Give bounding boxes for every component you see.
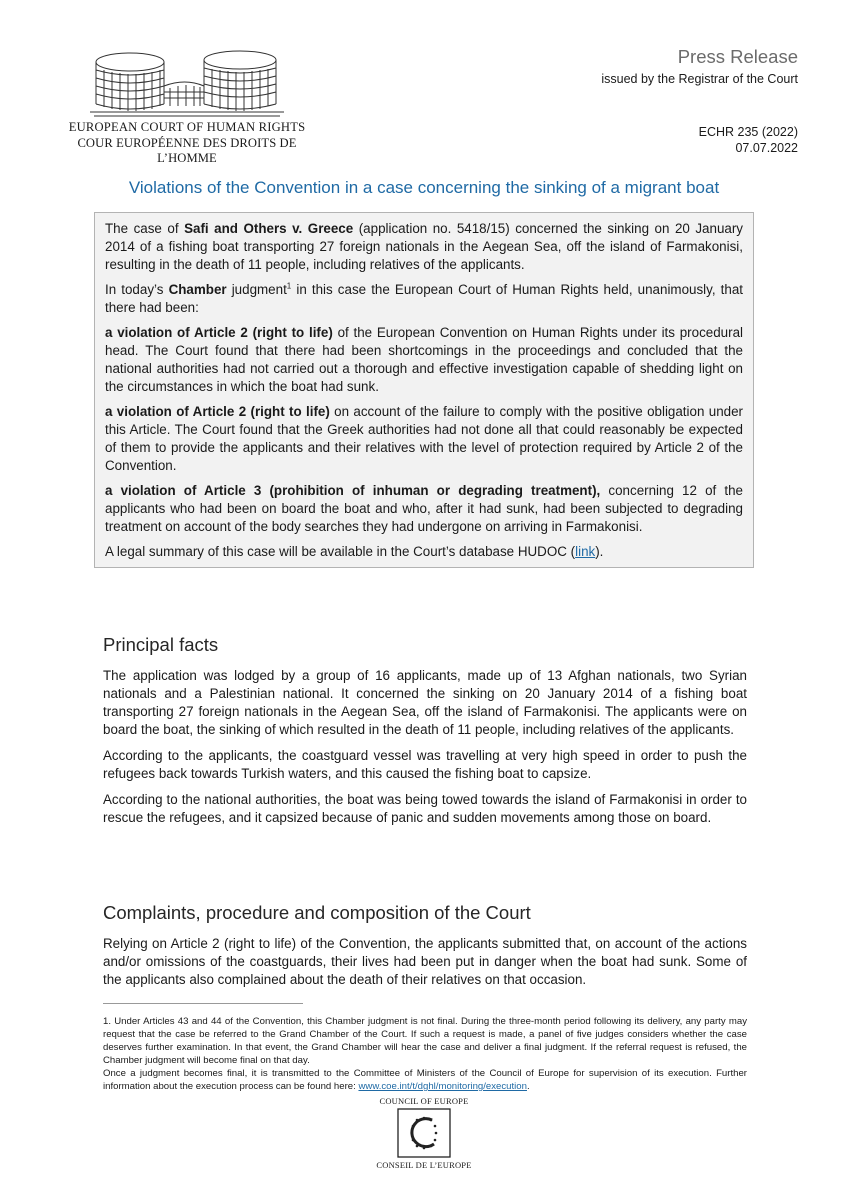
coe-name-en: COUNCIL OF EUROPE — [379, 1096, 469, 1106]
text-run: A legal summary of this case will be available in the Court’s database HUDOC ( — [105, 544, 576, 559]
court-name-fr: COUR EUROPÉENNE DES DROITS DE L’HOMME — [77, 136, 297, 165]
text-run: in this case the European Court of Human Rights held, unanimously, that there had been: — [105, 282, 743, 315]
page-title: Violations of the Convention in a case concerning the sinking of a migrant boat — [128, 178, 720, 197]
summary-paragraph — [105, 403, 743, 475]
footnote-marker: 1 — [286, 281, 292, 291]
section-heading-complaints: Complaints, procedure and composition of the Court — [103, 902, 531, 923]
court-name-en: EUROPEAN COURT OF HUMAN RIGHTS — [68, 120, 306, 134]
council-of-europe-logo — [360, 1096, 488, 1170]
reference-number: ECHR 235 (2022) — [698, 125, 798, 139]
press-release-title: Press Release — [677, 46, 798, 67]
release-date: 07.07.2022 — [735, 141, 798, 155]
text-run: In today’s — [105, 282, 169, 297]
text-run: (application no. 5418/15) concerned the sinking on 20 January 2014 of a fishing boat transporting 27 foreign nationals in the Aegean Sea, off the island of Farmakonisi, resulting in the death of 11 people, including relatives of the applicants. — [105, 221, 744, 272]
body-paragraph: Relying on Article 2 (right to life) of the Convention, the applicants submitted that, on account of the actions and/or omissions of the coastguards, their lives had been put in danger when the boat had sunk. Some of the applicants also complained about the death of their relatives on that occasion. — [103, 936, 747, 987]
violation-heading: a violation of Article 3 (prohibition of inhuman or degrading treatment), — [105, 483, 601, 498]
summary-paragraph — [105, 281, 743, 317]
hudoc-link[interactable]: link — [575, 544, 596, 559]
summary-paragraph — [105, 543, 743, 561]
text-run: on account of the failure to comply with the positive obligation under this Article. The Court found that the Greek authorities had not done all that could reasonably be expected of them to provide the applicants and their relatives with the level of protection required by Article 2 of the Convention. — [105, 404, 743, 473]
body-paragraph: According to the national authorities, the boat was being towed towards the island of Farmakonisi in order to rescue the refugees, and it capsized because of panic and sudden movements among those on board. — [103, 792, 747, 825]
press-release-subtitle: issued by the Registrar of the Court — [601, 72, 798, 86]
complaints-body — [103, 935, 747, 997]
text-run: Once a judgment becomes final, it is transmitted to the Committee of Ministers of the Council of Europe for supervision of its execution. Further information about the execution process can be found here: — [103, 1068, 747, 1092]
execution-link[interactable]: www.coe.int/t/dghl/monitoring/execution — [358, 1081, 527, 1092]
body-paragraph: The application was lodged by a group of 16 applicants, made up of 13 Afghan nationals, two Syrian nationals and a Palestinian national. It concerned the sinking on 20 January 2014 of a fishing boat transporting 27 foreign nationals in the Aegean Sea, off the island of Farmakonisi. The applicants were on board the boat, the sinking of which resulted in the death of 11 people, including relatives of the applicants. — [103, 668, 747, 737]
text-run: . — [526, 1081, 530, 1092]
coe-emblem-icon — [394, 1108, 454, 1158]
violation-heading: a violation of Article 2 (right to life) — [105, 404, 330, 419]
text-run: ). — [595, 544, 604, 559]
text-run: concerning 12 of the applicants who had been on board the boat and who, after it had sunk, had been subjected to degrading treatment on account of the body searches they had undergone on arriving in Farmakonisi. — [105, 483, 744, 534]
footnote-text-2 — [103, 1067, 747, 1093]
summary-paragraph — [105, 324, 743, 396]
chamber-label: Chamber — [168, 282, 227, 297]
summary-paragraph — [105, 482, 743, 536]
case-name: Safi and Others v. Greece — [184, 221, 354, 236]
violation-heading: a violation of Article 2 (right to life) — [105, 325, 333, 340]
court-building-icon — [90, 48, 284, 118]
reference-block — [699, 124, 798, 156]
body-paragraph: According to the applicants, the coastguard vessel was travelling at very high speed in order to push the refugees back towards Turkish waters, and this caused the fishing boat to capsize. — [103, 748, 747, 781]
summary-box — [94, 212, 754, 568]
summary-paragraph — [105, 220, 743, 274]
footnote — [103, 1015, 747, 1093]
footnote-text: 1. Under Articles 43 and 44 of the Convention, this Chamber judgment is not final. During the three-month period following its delivery, any party may request that the case be referred to the Grand Chamber of the Court. If such a request is made, a panel of five judges considers whether the case deserves further examination. In that event, the Grand Chamber will hear the case and deliver a final judgment. If the referral request is refused, the Chamber judgment will become final on that day. — [103, 1016, 747, 1066]
principal-facts-body — [103, 667, 747, 835]
coe-name-fr: CONSEIL DE L’EUROPE — [376, 1160, 472, 1170]
footnote-divider — [103, 1003, 303, 1004]
text-run: The case of — [105, 221, 185, 236]
court-logo — [52, 48, 322, 165]
text-run: of the European Convention on Human Rights under its procedural head. The Court found that there had been shortcomings in the proceedings and concluded that the national authorities had not carried out a thorough and effective investigation capable of shedding light on the circumstances in which the boat had sunk. — [105, 325, 743, 394]
section-heading-principal-facts: Principal facts — [103, 634, 219, 655]
text-run: judgment — [226, 282, 287, 297]
